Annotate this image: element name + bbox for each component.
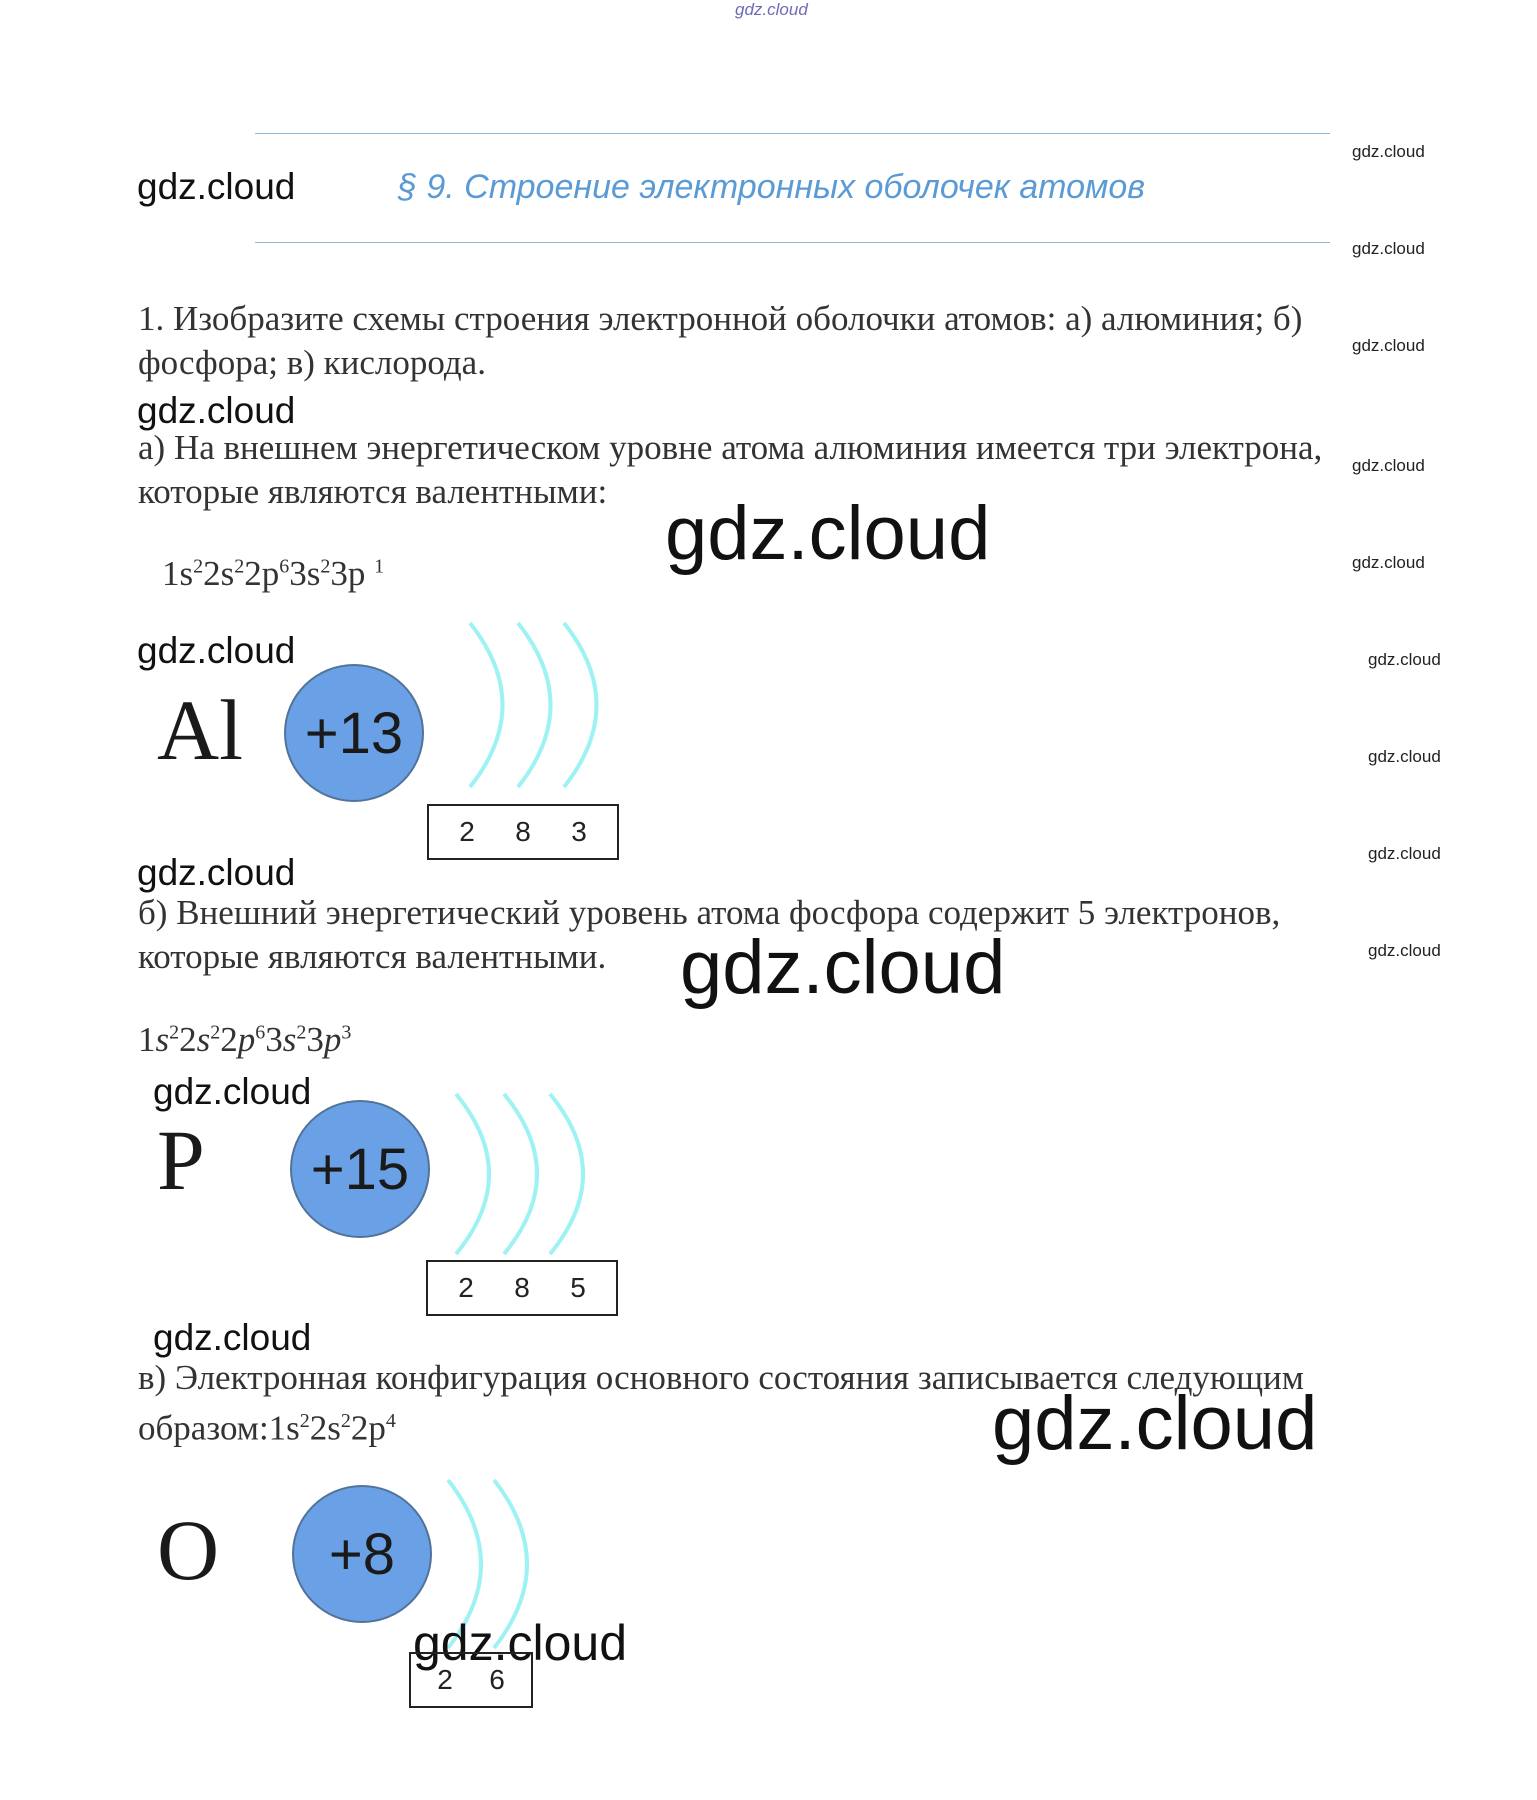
side-watermark: gdz.cloud — [1352, 553, 1425, 572]
nucleus-al: +13 — [284, 664, 424, 802]
watermark: gdz.cloud — [137, 630, 296, 671]
formula-phosphorus: $1s^22s^22p^63s^23p^3$ — [138, 1020, 352, 1059]
part-b-line-2: которые являются валентными. — [138, 937, 607, 976]
watermark-large: gdz.cloud — [992, 1381, 1318, 1466]
watermark-large: gdz.cloud — [665, 491, 991, 576]
element-symbol-p: P — [157, 1112, 205, 1208]
part-b-line-1: б) Внешний энергетический уровень атома фосфора содержит 5 электронов, — [138, 893, 1281, 932]
nucleus-p: +15 — [290, 1100, 430, 1238]
question-line-1: 1. Изобразите схемы строения электронной оболочки атомов: а) алюминия; б) — [138, 299, 1303, 338]
page-title: § 9. Строение электронных оболочек атомов — [398, 168, 1145, 206]
part-a-line-1: а) На внешнем энергетическом уровне атома алюминия имеется три электрона, — [138, 428, 1323, 467]
side-watermark: gdz.cloud — [1352, 239, 1425, 258]
electron-count-box-o: 2 6 — [409, 1652, 533, 1708]
watermark: gdz.cloud — [137, 852, 296, 893]
electron-shells-al — [440, 615, 620, 795]
watermark: gdz.cloud — [413, 1615, 628, 1671]
side-watermark: gdz.cloud — [1368, 941, 1441, 960]
side-watermark: gdz.cloud — [1352, 142, 1425, 161]
element-symbol-al: Al — [157, 682, 243, 778]
watermark: gdz.cloud — [153, 1071, 312, 1112]
electron-shells-p — [440, 1088, 620, 1260]
part-c-line-1: в) Электронная конфигурация основного состояния записывается следующим — [138, 1358, 1304, 1397]
top-watermark: gdz.cloud — [735, 0, 808, 19]
part-a-line-2: которые являются валентными: — [138, 472, 608, 511]
watermark-large: gdz.cloud — [680, 925, 1006, 1010]
side-watermark: gdz.cloud — [1368, 844, 1441, 863]
watermark: gdz.cloud — [153, 1317, 312, 1358]
side-watermark: gdz.cloud — [1368, 747, 1441, 766]
part-c-line-2: $образом:1s^22s^22p^4$ — [138, 1408, 396, 1448]
side-watermark: gdz.cloud — [1352, 456, 1425, 475]
header-rule-bottom — [255, 242, 1330, 243]
formula-aluminium: $1s^22s^22p^63s^23p$ $^1$ — [162, 554, 385, 593]
side-watermark: gdz.cloud — [1352, 336, 1425, 355]
element-symbol-o: O — [157, 1502, 220, 1598]
watermark: gdz.cloud — [137, 390, 296, 431]
electron-count-box-p: 2 8 5 — [426, 1260, 618, 1316]
header-brand: gdz.cloud — [137, 166, 296, 207]
question-line-2: фосфора; в) кислорода. — [138, 343, 486, 382]
side-watermark: gdz.cloud — [1368, 650, 1441, 669]
nucleus-o: +8 — [292, 1485, 432, 1623]
electron-count-box-al: 2 8 3 — [427, 804, 619, 860]
header-rule-top — [255, 133, 1330, 134]
